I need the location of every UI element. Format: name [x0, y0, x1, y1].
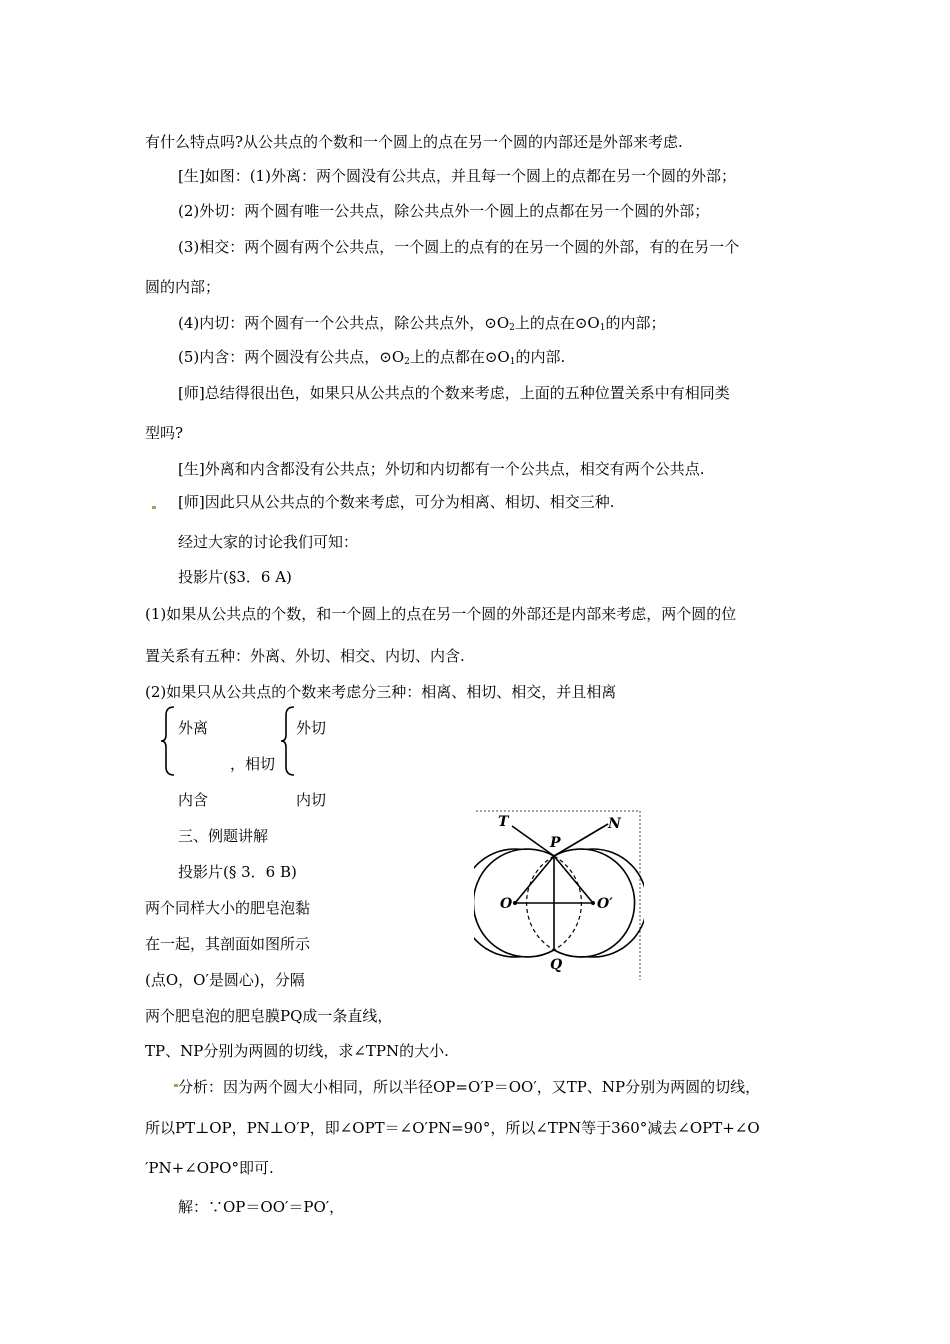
text-line: (2)外切：两个圆有唯一公共点，除公共点外一个圆上的点都在另一个圆的外部；: [178, 202, 710, 220]
text-run: 上的点都在⊙O: [409, 348, 510, 366]
text-line: TP、NP分别为两圆的切线，求∠TPN的大小.: [145, 1042, 449, 1060]
subscript: 1: [599, 323, 606, 333]
brace-item: ，相切: [230, 755, 276, 773]
text-run: 的内部；: [605, 314, 666, 332]
text-line: (3)相交：两个圆有两个公共点，一个圆上的点有的在另一个圆的外部，有的在另一个: [178, 238, 740, 256]
text-line: (1)如果从公共点的个数，和一个圆上的点在另一个圆的外部还是内部来考虑，两个圆的位: [145, 605, 737, 623]
text-line: (点O，O′是圆心)，分隔: [145, 971, 305, 989]
text-line: 两个肥皂泡的肥皂膜PQ成一条直线，: [145, 1007, 393, 1025]
center-o: [513, 901, 517, 905]
soap-bubble-figure: [474, 808, 644, 983]
text-line: [178, 347, 565, 372]
text-run: (4)内切：两个圆有一个公共点，除公共点外，⊙O: [178, 314, 510, 332]
text-line: 两个同样大小的肥皂泡黏: [145, 899, 311, 917]
label-t: T: [498, 814, 509, 830]
stray-mark: [152, 506, 156, 509]
text-line: 型吗?: [145, 424, 184, 442]
text-line: 投影片(§ 3．6 B): [178, 863, 297, 881]
text-line: 解：∵OP＝OO′＝PO′，: [178, 1198, 345, 1216]
text-line: 圆的内部；: [145, 278, 221, 296]
text-run: (5)内含：两个圆没有公共点，⊙O: [178, 348, 405, 366]
center-o2: [591, 901, 595, 905]
subscript: 1: [509, 357, 516, 367]
text-line: (2)如果只从公共点的个数来考虑分三种：相离、相切、相交，并且相离: [145, 683, 617, 701]
left-brace-icon: [160, 705, 176, 777]
text-line: [生]外离和内含都没有公共点；外切和内切都有一个公共点，相交有两个公共点.: [178, 460, 705, 478]
text-line: [师]总结得很出色，如果只从公共点的个数来考虑，上面的五种位置关系中有相同类: [178, 384, 730, 402]
text-run: 上的点在⊙O: [514, 314, 600, 332]
text-line: [178, 313, 665, 338]
label-p: P: [550, 835, 561, 851]
subscript: 2: [404, 357, 410, 367]
text-run: 的内部.: [515, 348, 566, 366]
label-o: O: [500, 896, 513, 912]
text-line: 所以PT⊥OP，PN⊥O′P，即∠OPT＝∠O′PN=90°，所以∠TPN等于360°减去∠OPT+∠O: [145, 1119, 760, 1137]
label-n: N: [608, 816, 621, 832]
text-line: 有什么特点吗?从公共点的个数和一个圆上的点在另一个圆的内部还是外部来考虑.: [145, 133, 683, 151]
label-q: Q: [550, 957, 563, 973]
brace-item: 内切: [296, 791, 327, 809]
section-heading: 三、例题讲解: [178, 827, 269, 845]
brace-item: 内含: [178, 791, 209, 809]
text-line: 置关系有五种：外离、外切、相交、内切、内含.: [145, 647, 465, 665]
label-o-prime: O′: [597, 896, 613, 912]
text-line: 投影片(§3．6 A): [178, 568, 292, 586]
text-line: [师]因此只从公共点的个数来考虑，可分为相离、相切、相交三种.: [178, 493, 615, 511]
brace-item: 外切: [296, 719, 327, 737]
brace-item: 外离: [178, 719, 209, 737]
text-line: 在一起，其剖面如图所示: [145, 935, 311, 953]
text-line: 分析：因为两个圆大小相同，所以半径OP=O′P＝OO′，又TP、NP分别为两圆的切线，: [178, 1078, 761, 1096]
text-line: [生]如图：(1)外离：两个圆没有公共点，并且每一个圆上的点都在另一个圆的外部；: [178, 167, 736, 185]
text-line: 经过大家的讨论我们可知：: [178, 533, 359, 551]
left-brace-icon: [280, 705, 296, 777]
text-line: ′PN+∠OPO°即可.: [145, 1159, 274, 1177]
subscript: 2: [509, 323, 515, 333]
